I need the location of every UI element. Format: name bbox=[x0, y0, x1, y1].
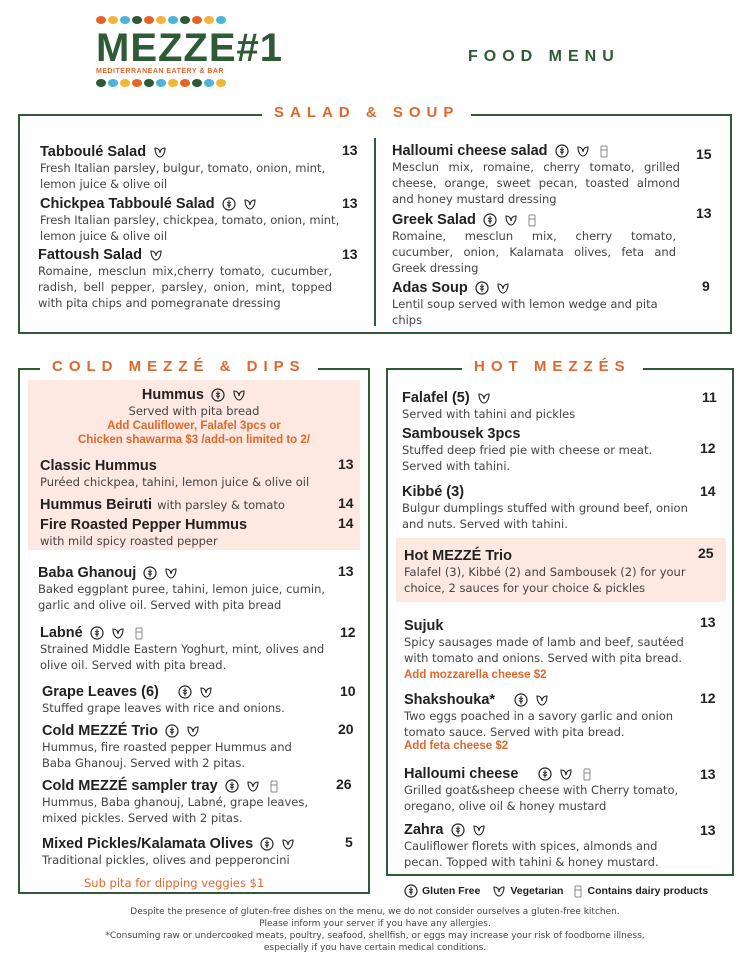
dairy-icon bbox=[525, 213, 539, 227]
dairy-icon bbox=[597, 144, 611, 158]
gluten-free-icon bbox=[225, 779, 239, 793]
menu-item-halloumi-cheese bbox=[404, 763, 694, 814]
item-desc: Traditional pickles, olives and pepperoncini bbox=[42, 853, 290, 867]
menu-item-mixed-pickles bbox=[42, 833, 342, 868]
menu-item-classic-hummus bbox=[40, 455, 340, 490]
menu-item-zahra bbox=[404, 819, 694, 870]
vegetarian-icon bbox=[477, 391, 491, 405]
logo-tagline: MEDITERRANEAN EATERY & BAR bbox=[96, 68, 224, 75]
gluten-free-icon bbox=[483, 213, 497, 227]
item-name: Adas Soup bbox=[392, 280, 468, 296]
gluten-free-icon bbox=[555, 144, 569, 158]
item-price: 14 bbox=[338, 515, 354, 531]
menu-item-sujuk bbox=[404, 615, 684, 683]
item-name: Greek Salad bbox=[392, 212, 476, 228]
item-desc: Strained Middle Eastern Yoghurt, mint, olives and olive oil. Served with pita bread. bbox=[40, 642, 325, 672]
vegetarian-icon bbox=[472, 823, 486, 837]
menu-item-baba-ghanouj bbox=[38, 562, 338, 613]
vegetarian-icon bbox=[111, 626, 125, 640]
item-name: Hummus bbox=[141, 387, 204, 403]
dairy-icon bbox=[132, 626, 146, 640]
item-name: Chickpea Tabboulé Salad bbox=[40, 196, 215, 212]
item-addon: Add mozzarella cheese $2 bbox=[404, 669, 547, 681]
vegetarian-icon bbox=[232, 388, 246, 402]
gluten-free-icon bbox=[165, 724, 179, 738]
dairy-icon bbox=[580, 767, 594, 781]
item-note: with parsley & tomato bbox=[157, 498, 285, 512]
gluten-free-icon bbox=[538, 767, 552, 781]
item-desc: Romaine, mesclun mix,cherry tomato, cucumber, radish, bell pepper, parsley, onion, mint, topped with pita chips and pomegranate dressing bbox=[38, 264, 332, 310]
menu-item-halloumi-salad bbox=[392, 140, 680, 207]
item-desc: Lentil soup served with lemon wedge and pita chips bbox=[392, 297, 658, 327]
gluten-free-icon bbox=[222, 197, 236, 211]
item-name: Fattoush Salad bbox=[38, 247, 142, 263]
menu-item-chickpea-tabboule bbox=[40, 193, 340, 244]
menu-item-adas-soup bbox=[392, 277, 682, 328]
vegetarian-icon bbox=[149, 248, 163, 262]
item-name: Sambousek 3pcs bbox=[402, 426, 521, 442]
item-desc: Mesclun mix, romaine, cherry tomato, grilled cheese, orange, sweet pecan, toasted almond and honey mustard dressing bbox=[392, 160, 680, 206]
item-desc: Fresh Italian parsley, chickpea, tomato, onion, mint, lemon juice & olive oil bbox=[40, 213, 340, 243]
item-name: Zahra bbox=[404, 822, 444, 838]
gluten-free-icon bbox=[211, 388, 225, 402]
item-name: Fire Roasted Pepper Hummus bbox=[40, 517, 248, 533]
vegetarian-icon bbox=[153, 145, 167, 159]
item-price: 12 bbox=[700, 690, 716, 706]
menu-item-fire-roasted-hummus bbox=[40, 514, 340, 549]
item-price: 14 bbox=[338, 495, 354, 511]
menu-item-kibbe bbox=[402, 481, 692, 532]
item-price: 11 bbox=[702, 389, 717, 405]
menu-item-greek-salad bbox=[392, 209, 676, 276]
item-name: Mixed Pickles/Kalamata Olives bbox=[42, 836, 254, 852]
allergy-disclaimer bbox=[0, 906, 750, 954]
item-desc: Served with tahini and pickles bbox=[402, 407, 576, 421]
item-desc: Falafel (3), Kibbé (2) and Sambousek (2) for your choice, 2 sauces for your choice & pickles bbox=[404, 565, 686, 595]
item-name: Falafel (5) bbox=[402, 390, 470, 406]
item-desc: Fresh Italian parsley, bulgur, tomato, onion, mint, lemon juice & olive oil bbox=[40, 161, 326, 191]
item-price: 12 bbox=[700, 440, 716, 456]
vegetarian-icon bbox=[243, 197, 257, 211]
menu-item-grape-leaves bbox=[42, 681, 332, 716]
item-name: Halloumi cheese salad bbox=[392, 143, 548, 159]
item-desc: Bulgur dumplings stuffed with ground beef, onion and nuts. Served with tahini. bbox=[402, 501, 688, 531]
logo-dot-row-bottom bbox=[96, 79, 236, 87]
item-price: 9 bbox=[702, 278, 710, 294]
disclaimer-line-4: especially if you have certain medical conditions. bbox=[263, 943, 487, 953]
item-desc: Served with pita bread bbox=[128, 404, 260, 418]
item-desc: Hummus, fire roasted pepper Hummus and Baba Ghanouj. Served with 2 pitas. bbox=[42, 740, 292, 770]
item-name: Shakshouka* bbox=[404, 692, 496, 708]
item-name: Labné bbox=[40, 625, 83, 641]
vegetarian-icon bbox=[576, 144, 590, 158]
disclaimer-line-3: *Consuming raw or undercooked meats, poultry, seafood, shellfish, or eggs may increase your risk of foodborne illness, bbox=[105, 931, 645, 941]
menu-item-falafel bbox=[402, 387, 692, 422]
item-desc-text: Spicy sausages made of lamb and beef, sautéed with tomato and onions. Served with pita bread. bbox=[404, 635, 684, 665]
logo-name: MEZZE#1 bbox=[96, 26, 284, 70]
item-name: Tabboulé Salad bbox=[40, 144, 147, 160]
hot-mezze-title: HOT MEZZÉS bbox=[462, 358, 643, 375]
item-name: Cold MEZZÉ Trio bbox=[42, 723, 158, 739]
menu-item-hummus-beiruti bbox=[40, 494, 340, 513]
item-name: Grape Leaves (6) bbox=[42, 684, 159, 700]
vegetarian-icon bbox=[164, 566, 178, 580]
item-price: 13 bbox=[700, 766, 716, 782]
item-desc: with mild spicy roasted pepper bbox=[40, 534, 218, 548]
item-name: Hot MEZZÉ Trio bbox=[404, 548, 512, 564]
item-price: 25 bbox=[698, 545, 714, 561]
item-desc: Cauliflower florets with spices, almonds and pecan. Topped with tahini & honey mustard. bbox=[404, 839, 659, 869]
menu-item-hot-mezze-trio bbox=[404, 545, 694, 596]
item-price: 13 bbox=[342, 195, 358, 211]
item-addon: Add feta cheese $2 bbox=[404, 740, 509, 752]
item-name: Halloumi cheese bbox=[404, 766, 519, 782]
vegetarian-icon bbox=[535, 693, 549, 707]
item-price: 5 bbox=[345, 834, 353, 850]
gluten-free-icon bbox=[260, 837, 274, 851]
item-name: Classic Hummus bbox=[40, 458, 157, 474]
legend-dairy: Contains dairy products bbox=[587, 885, 709, 897]
item-price: 10 bbox=[340, 683, 356, 699]
item-desc: Baked eggplant puree, tahini, lemon juice, cumin, garlic and olive oil. Served with pita bread bbox=[38, 582, 326, 612]
item-price: 13 bbox=[342, 246, 358, 262]
vegetarian-icon bbox=[199, 685, 213, 699]
menu-item-sambousek bbox=[402, 423, 696, 474]
item-desc: Stuffed deep fried pie with cheese or meat. Served with tahini. bbox=[402, 443, 653, 473]
dietary-legend bbox=[402, 884, 708, 898]
item-name: Hummus Beiruti bbox=[40, 497, 152, 513]
menu-item-labne bbox=[40, 622, 330, 673]
hummus-addon: Add Cauliflower, Falafel 3pcs or bbox=[107, 420, 281, 432]
menu-title: FOOD MENU bbox=[468, 48, 620, 65]
salad-divider bbox=[374, 138, 376, 326]
hummus-addon-detail: Chicken shawarma $3 /add-on limited to 2/ bbox=[78, 434, 310, 446]
item-name: Sujuk bbox=[404, 618, 444, 634]
item-price: 13 bbox=[700, 822, 716, 838]
item-desc bbox=[404, 634, 684, 683]
item-price: 15 bbox=[696, 146, 712, 162]
item-desc: Stuffed grape leaves with rice and onions. bbox=[42, 701, 285, 715]
item-desc: Puréed chickpea, tahini, lemon juice & olive oil bbox=[40, 475, 310, 489]
menu-item-fattoush bbox=[38, 244, 332, 311]
item-name: Kibbé (3) bbox=[402, 484, 465, 500]
item-desc: Two eggs poached in a savory garlic and onion tomato sauce. Served with pita bread. bbox=[404, 709, 674, 739]
dairy-icon bbox=[573, 884, 583, 898]
restaurant-logo bbox=[96, 16, 284, 92]
menu-item-hummus bbox=[28, 384, 360, 447]
vegetarian-icon bbox=[246, 779, 260, 793]
gluten-free-icon bbox=[514, 693, 528, 707]
disclaimer-line-1: Despite the presence of gluten-free dishes on the menu, we do not consider ourselves a gluten-free kitchen. bbox=[130, 907, 620, 917]
logo-dot-row bbox=[96, 16, 236, 24]
item-name: Baba Ghanouj bbox=[38, 565, 137, 581]
item-price: 13 bbox=[338, 563, 354, 579]
gluten-free-icon bbox=[143, 566, 157, 580]
item-price: 14 bbox=[700, 483, 716, 499]
menu-item-shakshouka bbox=[404, 689, 698, 752]
item-desc: Hummus, Baba ghanouj, Labné, grape leaves, mixed pickles. Served with 2 pitas. bbox=[42, 795, 309, 825]
gluten-free-icon bbox=[178, 685, 192, 699]
vegetarian-icon bbox=[559, 767, 573, 781]
vegetarian-icon bbox=[186, 724, 200, 738]
item-price: 13 bbox=[342, 142, 358, 158]
dairy-icon bbox=[267, 779, 281, 793]
gluten-free-icon bbox=[90, 626, 104, 640]
vegetarian-icon bbox=[281, 837, 295, 851]
legend-vegetarian: Vegetarian bbox=[510, 885, 564, 897]
gluten-free-icon bbox=[404, 884, 418, 898]
item-price: 13 bbox=[700, 614, 716, 630]
gluten-free-icon bbox=[451, 823, 465, 837]
item-price: 20 bbox=[338, 721, 354, 737]
item-name: Cold MEZZÉ sampler tray bbox=[42, 778, 218, 794]
menu-item-cold-sampler-tray bbox=[42, 775, 312, 826]
item-price: 13 bbox=[338, 456, 354, 472]
vegetarian-icon bbox=[504, 213, 518, 227]
disclaimer-line-2: Please inform your server if you have any allergies. bbox=[259, 919, 491, 929]
vegetarian-icon bbox=[492, 884, 506, 898]
menu-item-cold-mezze-trio bbox=[42, 720, 322, 771]
item-desc: Grilled goat&sheep cheese with Cherry tomato, oregano, olive oil & honey mustard bbox=[404, 783, 679, 813]
cold-mezze-title: COLD MEZZÉ & DIPS bbox=[40, 358, 318, 375]
item-price: 12 bbox=[340, 624, 356, 640]
gluten-free-icon bbox=[475, 281, 489, 295]
sub-pita-note: Sub pita for dipping veggies $1 bbox=[84, 876, 265, 890]
item-price: 26 bbox=[336, 776, 352, 792]
item-price: 13 bbox=[696, 205, 712, 221]
legend-gluten-free: Gluten Free bbox=[422, 885, 481, 897]
menu-item-tabboule bbox=[40, 141, 340, 192]
salad-soup-title: SALAD & SOUP bbox=[262, 104, 471, 121]
vegetarian-icon bbox=[496, 281, 510, 295]
item-desc: Romaine, mesclun mix, cherry tomato, cucumber, onion, Kalamata olives, feta and Greek dressing bbox=[392, 229, 676, 275]
